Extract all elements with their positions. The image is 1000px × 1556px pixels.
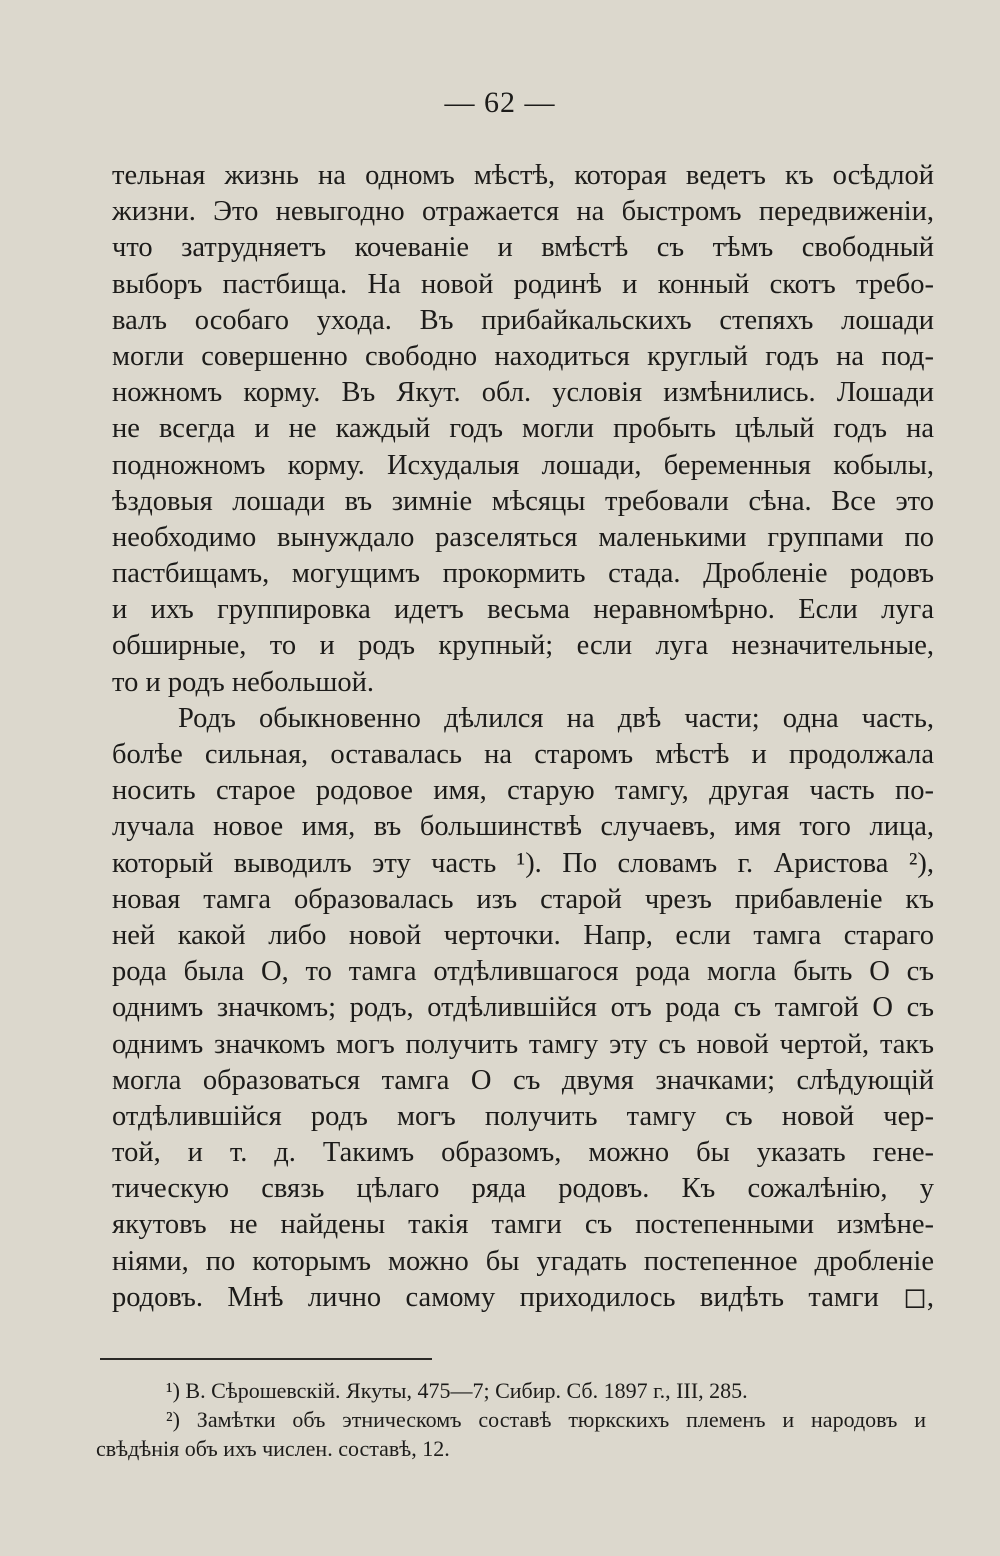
text-line: необходимо вынуждало разселяться маленькими группами по xyxy=(112,521,934,553)
text-line: ней какой либо новой черточки. Напр, если тамга стараго xyxy=(112,919,934,951)
text-line: обширные, то и родъ крупный; если луга незначительные, xyxy=(112,630,934,662)
text-line: ніями, по которымъ можно бы угадать постепенное дробленіе xyxy=(112,1245,934,1277)
paragraph-start-line: Родъ обыкновенно дѣлился на двѣ части; одна часть, xyxy=(178,702,934,734)
text-line: и ихъ группировка идетъ весьма неравномѣрно. Если луга xyxy=(112,594,934,626)
text-line: который выводилъ эту часть ¹). По словамъ г. Аристова ²), xyxy=(112,847,934,879)
text-line: что затрудняетъ кочеваніе и вмѣстѣ съ тѣмъ свободный xyxy=(112,232,934,264)
text-line: жизни. Это невыгодно отражается на быстромъ передвиженіи, xyxy=(112,196,934,228)
text-line: родовъ. Мнѣ лично самому приходилось видѣть тамги ◻, xyxy=(112,1281,934,1313)
text-line: ножномъ корму. Въ Якут. обл. условія измѣнились. Лошади xyxy=(112,377,934,409)
text-line: то и родъ небольшой. xyxy=(112,666,374,698)
text-line: той, и т. д. Такимъ образомъ, можно бы указать гене- xyxy=(112,1137,934,1169)
main-text xyxy=(112,158,934,1316)
text-line: рода была О, то тамга отдѣлившагося рода могла быть О съ xyxy=(112,956,934,988)
text-line: однимъ значкомъ могъ получить тамгу эту съ новой чертой, такъ xyxy=(112,1028,934,1060)
text-line: валъ особаго ухода. Въ прибайкальскихъ степяхъ лошади xyxy=(112,304,934,336)
text-line: носить старое родовое имя, старую тамгу, другая часть по- xyxy=(112,775,934,807)
text-line: ѣздовыя лошади въ зимніе мѣсяцы требовали сѣна. Все это xyxy=(112,485,934,517)
footnote-1: ¹) В. Сѣрошевскій. Якуты, 475—7; Сибир. Сб. 1897 г., III, 285. xyxy=(166,1378,748,1403)
footnotes xyxy=(96,1376,926,1463)
text-line: тельная жизнь на одномъ мѣстѣ, которая ведетъ къ осѣдлой xyxy=(112,160,934,191)
text-line: могла образоваться тамга О съ двумя значками; слѣдующій xyxy=(112,1064,934,1096)
text-line: выборъ пастбища. На новой родинѣ и конный скотъ требо- xyxy=(112,268,934,300)
footnote-2: ²) Замѣтки объ этническомъ составѣ тюркскихъ племенъ и народовъ и xyxy=(166,1407,926,1432)
text-line: тическую связь цѣлаго ряда родовъ. Къ сожалѣнію, у xyxy=(112,1173,934,1205)
footnote-divider xyxy=(100,1358,432,1360)
text-line: однимъ значкомъ; родъ, отдѣлившійся отъ рода съ тамгой О съ xyxy=(112,992,934,1024)
footnote-2-continuation: свѣдѣнія объ ихъ числен. составѣ, 12. xyxy=(96,1436,450,1461)
text-line: пастбищамъ, могущимъ прокормить стада. Дробленіе родовъ xyxy=(112,558,934,590)
text-line: отдѣлившійся родъ могъ получить тамгу съ новой чер- xyxy=(112,1100,934,1132)
text-line: подножномъ корму. Исхудалыя лошади, беременныя кобылы, xyxy=(112,449,934,481)
text-line: новая тамга образовалась изъ старой чрезъ прибавленіе къ xyxy=(112,883,934,915)
text-line: могли совершенно свободно находиться круглый годъ на под- xyxy=(112,340,934,372)
text-line: лучала новое имя, въ большинствѣ случаевъ, имя того лица, xyxy=(112,811,934,843)
text-line: болѣе сильная, оставалась на старомъ мѣстѣ и продолжала xyxy=(112,739,934,770)
text-line: якутовъ не найдены такія тамги съ постепенными измѣне- xyxy=(112,1209,934,1241)
page-number: — 62 — xyxy=(444,86,556,119)
text-line: не всегда и не каждый годъ могли пробыть цѣлый годъ на xyxy=(112,413,934,445)
